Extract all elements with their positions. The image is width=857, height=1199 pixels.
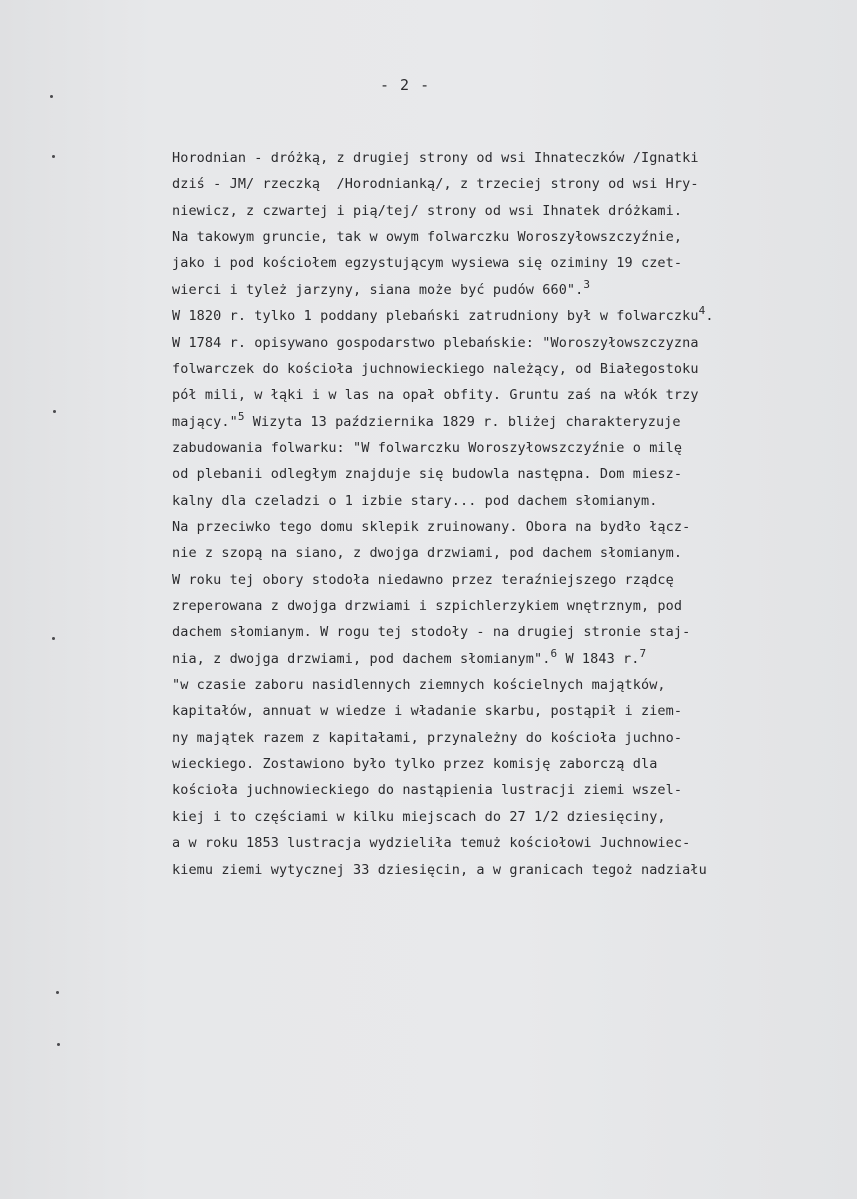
text-line [172, 334, 699, 351]
text-line [172, 360, 699, 377]
text-line [172, 257, 682, 271]
line-text: wierci i tyleż jarzyny, siana może być pudów 660". [172, 281, 584, 298]
page-number: - 2 - [380, 76, 431, 94]
line-text: dachem słomianym. W rogu tej stodoły - na drugiej stronie staj- [172, 624, 691, 641]
line-text-continued: . [705, 308, 714, 325]
line-text: od plebanii odległym znajduje się budowla następna. Dom miesz- [172, 466, 683, 483]
line-text: jako i pod kościołem egzystującym wysiewa się oziminy 19 czet- [172, 255, 683, 272]
line-text: W 1820 r. tylko 1 poddany plebański zatrudniony był w folwarczku [172, 308, 699, 325]
line-text-continued: W 1843 r. [557, 650, 640, 667]
paper-speck [53, 410, 56, 413]
text-line [172, 679, 666, 693]
line-text: kościoła juchnowieckiego do nastąpienia lustracji ziemi wszel- [172, 782, 683, 799]
line-text: zabudowania folwarku: "W folwarczku Woroszyłowszczyźnie o milę [172, 439, 683, 456]
line-text-continued: Wizyta 13 października 1829 r. bliżej charakteryzuje [244, 413, 681, 430]
text-line [172, 409, 681, 430]
line-text: zreperowana z dwojga drzwiami i szpichlerzykiem wnętrznym, pod [172, 598, 683, 614]
paper-speck [52, 155, 55, 158]
line-text: pół mili, w łąki i w las na opał obfity. Gruntu zaś na włók trzy [172, 387, 699, 404]
text-line [172, 518, 691, 535]
text-line [172, 837, 690, 851]
text-line [172, 626, 690, 640]
line-text: Horodnian - dróżką, z drugiej strony od wsi Ihnateczków /Ignatki [172, 150, 699, 166]
footnote-marker: 4 [698, 304, 706, 318]
line-text: kapitałów, annuat w wiedze i władanie skarbu, postąpił i ziem- [172, 703, 683, 720]
text-line [172, 202, 683, 219]
line-text: Na takowym gruncie, tak w owym folwarczku Woroszyłowszczyźnie, [172, 229, 683, 246]
line-text: W 1784 r. opisywano gospodarstwo plebańskie: "Woroszyłowszczyzna [172, 334, 699, 351]
text-line [172, 861, 707, 878]
line-text: kiemu ziemi wytycznej 33 dziesięcin, a w granicach tegoż nadziału [172, 861, 707, 878]
line-text: a w roku 1853 lustracja wydzieliła temuż kościołowi Juchnowiec- [172, 835, 691, 852]
line-text: folwarczek do kościoła juchnowieckiego należący, od Białegostoku [172, 360, 699, 377]
text-line [172, 439, 683, 456]
footnote-marker: 3 [583, 277, 591, 291]
text-line [172, 152, 699, 166]
paper-speck [57, 1043, 60, 1046]
text-line [172, 600, 682, 614]
line-text: ny majątek razem z kapitałami, przynależny do kościoła juchno- [172, 729, 683, 746]
text-line [172, 304, 714, 325]
text-line [172, 231, 682, 245]
text-line [172, 547, 682, 561]
line-text: nia, z dwojga drzwiami, pod dachem słomianym". [172, 650, 551, 667]
line-text: dziś - JM/ rzeczką /Horodnianką/, z trzeciej strony od wsi Hry- [172, 176, 699, 193]
line-text: Na przeciwko tego domu sklepik zruinowany. Obora na bydło łącz- [172, 518, 691, 535]
line-text: wieckiego. Zostawiono było tylko przez komisję zaborczą dla [172, 756, 658, 773]
text-line [172, 705, 682, 719]
text-line [172, 646, 647, 667]
line-text: "w czasie zaboru nasidlennych ziemnych kościelnych majątków, [172, 677, 666, 693]
line-text: W roku tej obory stodoła niedawno przez teraźniejszego rządcę [172, 571, 674, 588]
text-line [172, 277, 591, 298]
text-line [172, 492, 658, 509]
paper-speck [52, 637, 55, 640]
text-line [172, 808, 666, 825]
text-line [172, 729, 683, 746]
text-line [172, 178, 699, 192]
footnote-marker: 5 [237, 409, 245, 423]
text-line [172, 571, 674, 588]
line-text: kiej i to częściami w kilku miejscach do 27 1/2 dziesięciny, [172, 808, 666, 825]
text-line [172, 389, 699, 403]
footnote-marker: 7 [639, 646, 647, 660]
line-text: nie z szopą na siano, z dwojga drzwiami, pod dachem słomianym. [172, 545, 683, 562]
line-text: kalny dla czeladzi o 1 izbie stary... pod dachem słomianym. [172, 492, 658, 509]
line-text: mający." [172, 413, 238, 430]
paper-speck [56, 991, 59, 994]
paper-speck [50, 95, 53, 98]
text-line [172, 468, 682, 482]
footnote-marker: 6 [550, 646, 558, 660]
text-line [172, 784, 682, 798]
line-text: niewicz, z czwartej i pią/tej/ strony od wsi Ihnatek dróżkami. [172, 202, 683, 219]
text-line [172, 758, 657, 772]
